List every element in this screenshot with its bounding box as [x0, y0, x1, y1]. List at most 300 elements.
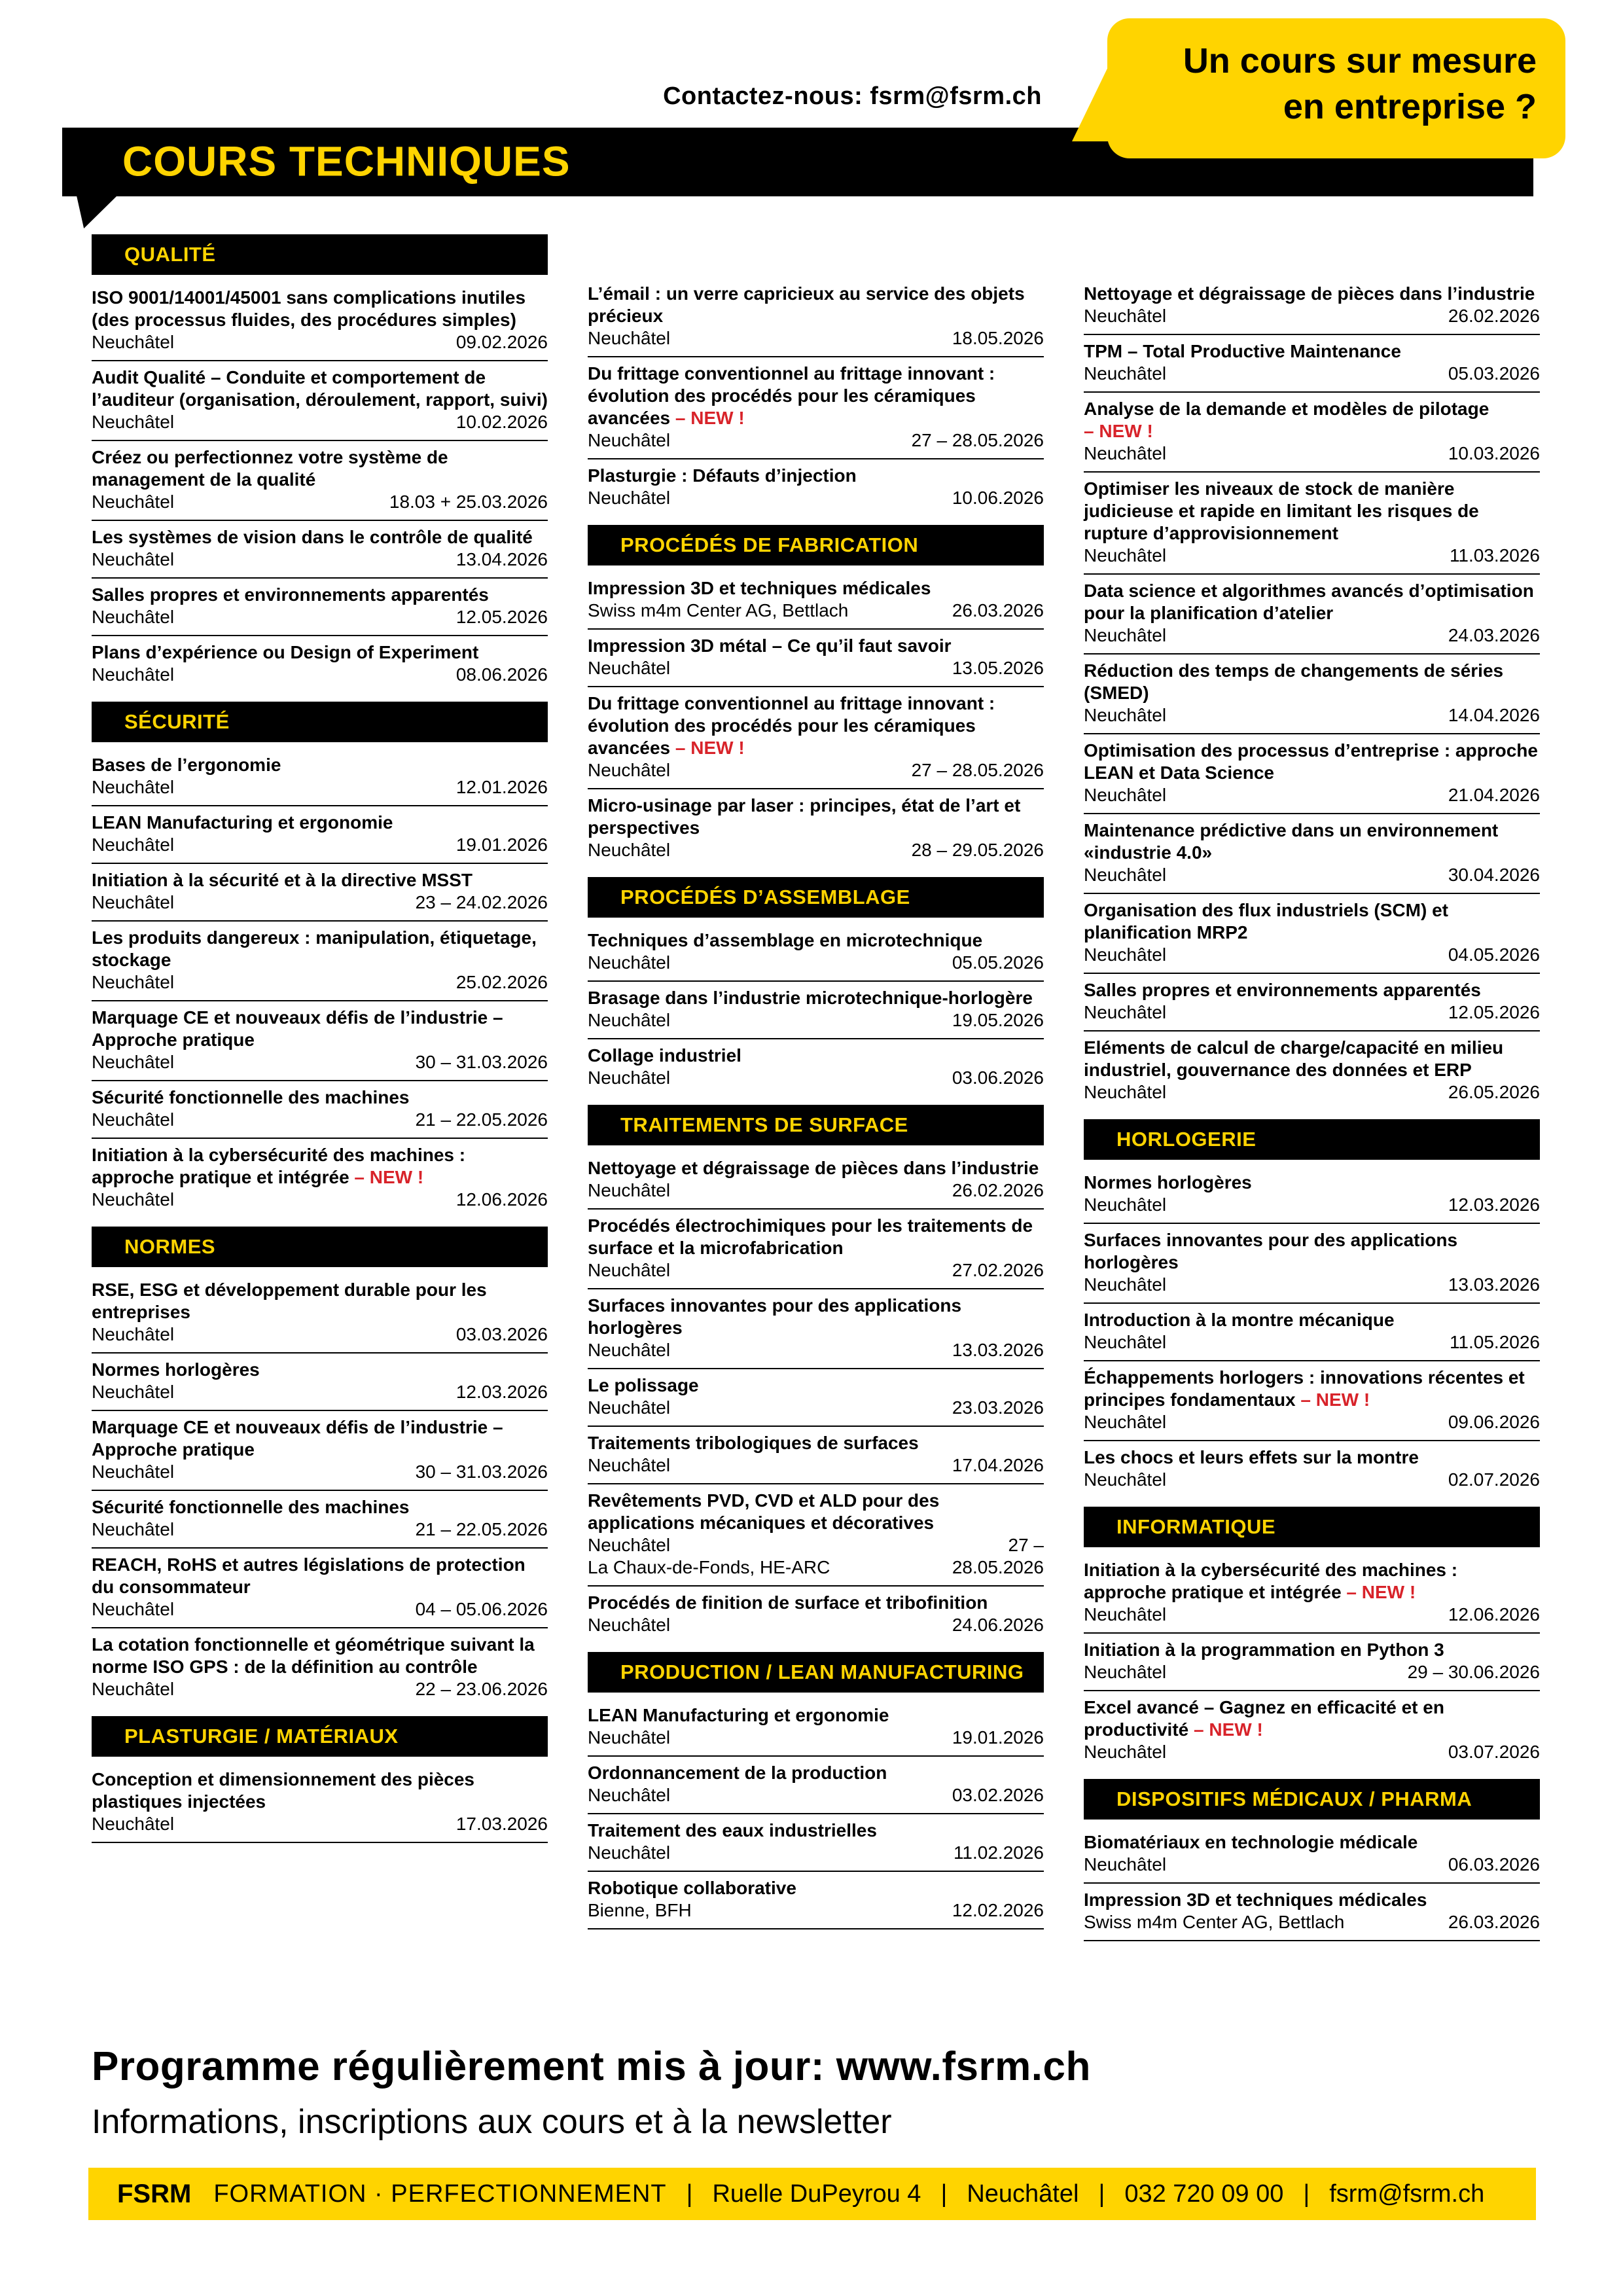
course-meta-row: [1084, 1331, 1540, 1354]
course-location: Neuchâtel: [1084, 1082, 1167, 1102]
course-meta-row: [1084, 784, 1540, 806]
course-date: 12.03.2026: [455, 1382, 548, 1402]
course-location: Neuchâtel: [588, 1340, 671, 1360]
course-title: Plasturgie : Défauts d’injection: [588, 465, 857, 486]
section: [92, 1716, 548, 1842]
course-date: 27.02.2026: [952, 1260, 1044, 1280]
section-header-bar: [1084, 1507, 1540, 1547]
course-date: 05.05.2026: [952, 952, 1044, 973]
course-meta-row: [1084, 1604, 1540, 1626]
course-entry: [92, 1410, 548, 1490]
course-location: Neuchâtel: [1084, 363, 1167, 384]
course-meta-row: [92, 1598, 548, 1621]
course-date: 26.02.2026: [1448, 306, 1540, 326]
course-meta-row: [588, 487, 1044, 509]
course-title: Marquage CE et nouveaux défis de l’industrie – Approche pratique: [92, 1007, 503, 1050]
course-entry: [588, 686, 1044, 788]
course-title: Surfaces innovantes pour des applications horlogères: [588, 1295, 962, 1338]
course-meta-row: [92, 491, 548, 513]
course-entry: [588, 356, 1044, 458]
course-date: 23 – 24.02.2026: [415, 892, 548, 912]
course-title: Les systèmes de vision dans le contrôle de qualité: [92, 527, 533, 547]
course-date: 06.03.2026: [1448, 1854, 1540, 1874]
course-date: 21.04.2026: [1448, 785, 1540, 805]
course-date: 03.02.2026: [952, 1785, 1044, 1805]
course-meta-row: [588, 1179, 1044, 1202]
course-title: REACH, RoHS et autres législations de protection du consommateur: [92, 1554, 526, 1597]
course-location: Neuchâtel: [588, 328, 671, 348]
course-location: Neuchâtel: [1084, 306, 1167, 326]
page-title: COURS TECHNIQUES: [122, 137, 571, 185]
course-date: 29 – 30.06.2026: [1407, 1662, 1540, 1682]
course-meta-row: [92, 1813, 548, 1835]
course-date: 27 – 28.05.2026: [911, 430, 1044, 450]
section: [1084, 1507, 1540, 1770]
course-location: Neuchâtel: [1084, 1194, 1167, 1215]
course-title: ISO 9001/14001/45001 sans complications inutiles (des processus fluides, des procédures simples): [92, 287, 526, 330]
footer-phone: 032 720 09 00: [1124, 2179, 1284, 2208]
course-meta-row: [1084, 545, 1540, 567]
course-entry: [588, 278, 1044, 356]
course-title: Impression 3D et techniques médicales: [588, 578, 931, 598]
course-date: 12.03.2026: [1448, 1194, 1540, 1215]
course-date: 21 – 22.05.2026: [415, 1109, 548, 1130]
course-entry: [588, 1288, 1044, 1368]
course-date: 11.02.2026: [953, 1842, 1044, 1863]
section-header-bar: [588, 877, 1044, 918]
course-meta-row: [1084, 1854, 1540, 1876]
course-entry: [588, 1368, 1044, 1426]
course-meta-row: [588, 1067, 1044, 1089]
course-date: 26.03.2026: [952, 600, 1044, 620]
course-date: 19.01.2026: [455, 834, 548, 855]
course-location: Neuchâtel: [588, 1727, 671, 1748]
section-header-label: PROCÉDÉS D’ASSEMBLAGE: [620, 886, 910, 908]
course-title: Biomatériaux en technologie médicale: [1084, 1832, 1418, 1852]
course-entry: [1084, 1302, 1540, 1360]
bubble-line-1: Un cours sur mesure: [1183, 41, 1537, 81]
footer-bar: [88, 2168, 1536, 2220]
course-title: Initiation à la cybersécurité des machines : approche pratique et intégrée – NEW !: [92, 1145, 466, 1187]
course-meta-row: [588, 1397, 1044, 1419]
course-date: 13.03.2026: [952, 1340, 1044, 1360]
course-date: 30 – 31.03.2026: [415, 1052, 548, 1072]
course-title: Revêtements PVD, CVD et ALD pour des applications mécaniques et décoratives: [588, 1490, 940, 1533]
course-entry: [588, 1208, 1044, 1288]
course-entry: [588, 458, 1044, 516]
course-meta-row: [588, 1784, 1044, 1806]
course-title: Data science et algorithmes avancés d’optimisation pour la planification d’atelier: [1084, 581, 1534, 623]
course-entry: [1084, 471, 1540, 573]
footer-city: Neuchâtel: [967, 2179, 1079, 2208]
course-location: Neuchâtel: [588, 1010, 671, 1030]
course-date: 04 – 05.06.2026: [415, 1599, 548, 1619]
course-date: 02.07.2026: [1448, 1469, 1540, 1490]
course-meta-row: [588, 1339, 1044, 1361]
course-date: 25.02.2026: [455, 972, 548, 992]
course-location: Neuchâtel: [92, 1382, 175, 1402]
course-title: Collage industriel: [588, 1045, 741, 1066]
course-location: Neuchâtel: [92, 332, 175, 352]
course-entry: [92, 863, 548, 920]
course-date: 12.05.2026: [1448, 1002, 1540, 1022]
course-date: 18.05.2026: [952, 328, 1044, 348]
course-location: Neuchâtel: [588, 1842, 671, 1863]
course-date: 18.03 + 25.03.2026: [389, 492, 548, 512]
section-header-label: QUALITÉ: [124, 243, 216, 266]
course-title: Techniques d’assemblage en microtechnique: [588, 930, 983, 950]
footer-separator: |: [686, 2179, 693, 2208]
course-title: La cotation fonctionnelle et géométrique suivant la norme ISO GPS : de la définition au contrôle: [92, 1634, 535, 1677]
section: [92, 1227, 548, 1707]
course-entry: [1084, 893, 1540, 973]
course-location: Neuchâtel: [588, 1615, 671, 1635]
course-date: 10.03.2026: [1448, 443, 1540, 463]
course-title: Les produits dangereux : manipulation, étiquetage, stockage: [92, 927, 537, 970]
banner-speech-tail: [77, 196, 117, 228]
course-entry: [92, 577, 548, 635]
course-meta-row: [92, 1518, 548, 1541]
course-title: Bases de l’ergonomie: [92, 755, 281, 775]
course-location: Neuchâtel: [1084, 1332, 1167, 1352]
course-location: Neuchâtel: [1084, 705, 1167, 725]
course-meta-row: [588, 429, 1044, 452]
columns: [92, 234, 1539, 1941]
course-location: Neuchâtel: [1084, 1274, 1167, 1295]
course-location: Neuchâtel: [1084, 545, 1167, 565]
course-entry: [92, 1490, 548, 1547]
course-location: La Chaux-de-Fonds, HE-ARC: [588, 1557, 830, 1577]
section-header-label: PRODUCTION / LEAN MANUFACTURING: [620, 1660, 1024, 1683]
course-entry: [588, 572, 1044, 628]
course-meta-row: [588, 1614, 1044, 1636]
course-meta-row: [92, 664, 548, 686]
course-title: Initiation à la cybersécurité des machines : approche pratique et intégrée – NEW !: [1084, 1560, 1458, 1602]
column-3: [1084, 234, 1540, 1941]
course-date: 30 – 31.03.2026: [415, 1462, 548, 1482]
footer-info-line: Informations, inscriptions aux cours et à la newsletter: [92, 2103, 892, 2141]
course-entry: [588, 1813, 1044, 1871]
section-header-label: NORMES: [124, 1235, 216, 1258]
course-title: Les chocs et leurs effets sur la montre: [1084, 1447, 1419, 1467]
course-entry: [588, 1585, 1044, 1643]
column-1: [92, 234, 548, 1843]
course-location: Neuchâtel: [1084, 1742, 1167, 1762]
footer-update-line: Programme régulièrement mis à jour: www.fsrm.ch: [92, 2044, 1091, 2089]
course-title: Plans d’expérience ou Design of Experiment: [92, 642, 479, 662]
course-title: Traitement des eaux industrielles: [588, 1820, 877, 1840]
course-meta-row: [588, 1009, 1044, 1031]
course-meta-row: [588, 1556, 1044, 1579]
course-location: Neuchâtel: [92, 972, 175, 992]
section-header-label: SÉCURITÉ: [124, 710, 230, 733]
section-header-bar: [1084, 1119, 1540, 1160]
fsrm-logo: FSRM: [117, 2179, 192, 2208]
course-location: Neuchâtel: [588, 488, 671, 508]
course-title: Excel avancé – Gagnez en efficacité et en productivité – NEW !: [1084, 1697, 1444, 1740]
course-title: LEAN Manufacturing et ergonomie: [588, 1705, 889, 1725]
course-meta-row: [92, 1678, 548, 1700]
course-date: 05.03.2026: [1448, 363, 1540, 384]
course-title: Introduction à la montre mécanique: [1084, 1310, 1395, 1330]
course-entry: [588, 1426, 1044, 1483]
course-location: Neuchâtel: [92, 412, 175, 432]
course-title: Réduction des temps de changements de séries (SMED): [1084, 660, 1504, 703]
course-location: Neuchâtel: [92, 664, 175, 685]
course-date: 10.06.2026: [952, 488, 1044, 508]
course-entry: [1084, 1166, 1540, 1223]
course-title: Procédés électrochimiques pour les traitements de surface et la microfabrication: [588, 1215, 1033, 1258]
course-meta-row: [92, 411, 548, 433]
course-entry: [92, 520, 548, 577]
course-meta-row: [92, 606, 548, 628]
course-location: Neuchâtel: [588, 658, 671, 678]
section: [92, 234, 548, 692]
section: [1084, 1779, 1540, 1940]
column-end-rule: [588, 1928, 1044, 1929]
course-date: 27 –: [1008, 1535, 1044, 1555]
section-header-bar: [1084, 1779, 1540, 1820]
course-entry: [588, 1755, 1044, 1813]
course-date: 19.05.2026: [952, 1010, 1044, 1030]
course-entry: [92, 360, 548, 440]
course-meta-row: [1084, 944, 1540, 966]
course-date: 30.04.2026: [1448, 865, 1540, 885]
new-badge: – NEW !: [675, 738, 745, 758]
course-date: 21 – 22.05.2026: [415, 1519, 548, 1539]
section-header-bar: [588, 1652, 1044, 1693]
course-entry: [92, 1763, 548, 1842]
course-location: Neuchâtel: [588, 952, 671, 973]
course-date: 12.05.2026: [455, 607, 548, 627]
course-date: 13.04.2026: [455, 549, 548, 569]
course-date: 11.05.2026: [1449, 1332, 1540, 1352]
course-title: RSE, ESG et développement durable pour les entreprises: [92, 1280, 487, 1322]
course-location: Neuchâtel: [1084, 785, 1167, 805]
course-meta-row: [588, 839, 1044, 861]
course-location: Neuchâtel: [1084, 944, 1167, 965]
new-badge: – NEW !: [1300, 1390, 1370, 1410]
course-meta-row: [588, 1259, 1044, 1282]
course-meta-row: [92, 891, 548, 914]
course-meta-row: [588, 600, 1044, 622]
course-title: L’émail : un verre capricieux au service des objets précieux: [588, 283, 1025, 326]
course-date: 26.03.2026: [1448, 1912, 1540, 1932]
course-title: Créez ou perfectionnez votre système de management de la qualité: [92, 447, 448, 490]
course-location: Neuchâtel: [1084, 865, 1167, 885]
course-title: Impression 3D et techniques médicales: [1084, 1890, 1427, 1910]
course-entry: [92, 1352, 548, 1410]
course-location: Neuchâtel: [588, 1067, 671, 1088]
bubble-text: [1183, 38, 1537, 130]
course-title: Surfaces innovantes pour des applications horlogères: [1084, 1230, 1458, 1272]
course-title: Le polissage: [588, 1375, 699, 1395]
new-badge: – NEW !: [1194, 1719, 1263, 1740]
course-meta-row: [92, 1109, 548, 1131]
section-header-label: INFORMATIQUE: [1116, 1515, 1276, 1538]
course-entry: [92, 1080, 548, 1138]
course-entry: [92, 1000, 548, 1080]
footer-separator: |: [1098, 2179, 1105, 2208]
course-title: Organisation des flux industriels (SCM) et planification MRP2: [1084, 900, 1448, 942]
course-meta-row: [92, 1461, 548, 1483]
course-entry: [1084, 1360, 1540, 1440]
course-entry: [588, 924, 1044, 980]
course-title: Salles propres et environnements apparentés: [92, 584, 489, 605]
course-title: Normes horlogères: [92, 1359, 260, 1380]
section: [1084, 1119, 1540, 1498]
course-location: Neuchâtel: [1084, 1002, 1167, 1022]
course-meta-row: [1084, 1469, 1540, 1491]
course-location: Bienne, BFH: [588, 1900, 692, 1920]
course-date: 13.05.2026: [952, 658, 1044, 678]
course-title: Marquage CE et nouveaux défis de l’industrie – Approche pratique: [92, 1417, 503, 1460]
course-meta-row: [588, 1842, 1044, 1864]
course-title: TPM – Total Productive Maintenance: [1084, 341, 1401, 361]
course-title: Conception et dimensionnement des pièces plastiques injectées: [92, 1769, 475, 1812]
course-title: Procédés de finition de surface et tribofinition: [588, 1592, 988, 1613]
course-meta-row: [588, 1454, 1044, 1477]
course-title: Traitements tribologiques de surfaces: [588, 1433, 919, 1453]
course-meta-row: [92, 1189, 548, 1211]
course-entry: [588, 1038, 1044, 1096]
course-title: Du frittage conventionnel au frittage innovant : évolution des procédés pour les céramiques avancées – NEW !: [588, 363, 995, 428]
course-entry: [92, 1138, 548, 1217]
section-header-label: DISPOSITIFS MÉDICAUX / PHARMA: [1116, 1787, 1472, 1810]
course-meta-row: [1084, 1274, 1540, 1296]
course-meta-row: [1084, 1001, 1540, 1024]
course-title: Brasage dans l’industrie microtechnique-horlogère: [588, 988, 1033, 1008]
course-entry: [1084, 1554, 1540, 1632]
course-date: 28.05.2026: [952, 1557, 1044, 1577]
course-location: Neuchâtel: [1084, 1469, 1167, 1490]
course-date: 27 – 28.05.2026: [911, 760, 1044, 780]
column-2: [588, 234, 1044, 1929]
course-date: 08.06.2026: [455, 664, 548, 685]
course-location: Neuchâtel: [92, 1519, 175, 1539]
course-entry: [1084, 1690, 1540, 1770]
course-location: Neuchâtel: [1084, 625, 1167, 645]
course-title: LEAN Manufacturing et ergonomie: [92, 812, 393, 833]
column-end-rule: [1084, 1940, 1540, 1941]
course-title: Micro-usinage par laser : principes, état de l’art et perspectives: [588, 795, 1021, 838]
course-entry: [1084, 391, 1540, 471]
course-title: Impression 3D métal – Ce qu’il faut savoir: [588, 636, 952, 656]
course-entry: [588, 1871, 1044, 1928]
course-entry: [1084, 1030, 1540, 1110]
course-location: Neuchâtel: [588, 1260, 671, 1280]
section-header-bar: [588, 525, 1044, 565]
course-location: Neuchâtel: [588, 430, 671, 450]
course-location: Neuchâtel: [92, 492, 175, 512]
course-location: Neuchâtel: [588, 1180, 671, 1200]
footer-separator: |: [1303, 2179, 1310, 2208]
course-location: Swiss m4m Center AG, Bettlach: [1084, 1912, 1345, 1932]
course-meta-row: [588, 1727, 1044, 1749]
course-meta-row: [92, 776, 548, 798]
course-meta-row: [1084, 1911, 1540, 1933]
course-meta-row: [588, 657, 1044, 679]
course-entry: [588, 788, 1044, 868]
course-entry: [1084, 813, 1540, 893]
course-date: 03.03.2026: [455, 1324, 548, 1344]
course-date: 24.06.2026: [952, 1615, 1044, 1635]
footer-separator: |: [940, 2179, 948, 2208]
course-location: Neuchâtel: [92, 1679, 175, 1699]
course-entry: [92, 749, 548, 805]
course-meta-row: [588, 952, 1044, 974]
course-meta-row: [92, 834, 548, 856]
course-meta-row: [1084, 1741, 1540, 1763]
course-location: Neuchâtel: [1084, 1604, 1167, 1624]
course-location: Neuchâtel: [92, 1462, 175, 1482]
course-meta-row: [92, 548, 548, 571]
course-meta-row: [1084, 442, 1540, 465]
course-meta-row: [1084, 1081, 1540, 1103]
course-date: 11.03.2026: [1449, 545, 1540, 565]
course-entry: [92, 440, 548, 520]
course-title: Normes horlogères: [1084, 1172, 1252, 1193]
course-entry: [92, 805, 548, 863]
section-header-bar: [92, 1227, 548, 1267]
section: [1084, 278, 1540, 1110]
course-location: Neuchâtel: [1084, 443, 1167, 463]
course-entry: [92, 1547, 548, 1627]
course-date: 12.06.2026: [1448, 1604, 1540, 1624]
course-date: 28 – 29.05.2026: [911, 840, 1044, 860]
footer-dept: FORMATION · PERFECTIONNEMENT: [213, 2179, 667, 2208]
course-date: 03.07.2026: [1448, 1742, 1540, 1762]
column-end-rule: [92, 1842, 548, 1843]
course-entry: [588, 628, 1044, 686]
section: [92, 702, 548, 1217]
course-title: Initiation à la sécurité et à la directive MSST: [92, 870, 473, 890]
section-header-bar: [92, 234, 548, 275]
course-location: Neuchâtel: [588, 840, 671, 860]
course-title: Nettoyage et dégraissage de pièces dans l’industrie: [1084, 283, 1535, 304]
course-meta-row: [1084, 1661, 1540, 1683]
footer-email: fsrm@fsrm.ch: [1329, 2179, 1485, 2208]
course-entry: [92, 920, 548, 1000]
course-title: Salles propres et environnements apparentés: [1084, 980, 1481, 1000]
course-meta-row: [588, 327, 1044, 350]
course-location: Neuchâtel: [92, 834, 175, 855]
course-entry: [92, 1274, 548, 1352]
course-entry: [1084, 653, 1540, 733]
course-location: Neuchâtel: [1084, 1854, 1167, 1874]
course-meta-row: [1084, 704, 1540, 726]
course-meta-row: [1084, 1411, 1540, 1433]
course-meta-row: [1084, 1194, 1540, 1216]
course-meta-row: [92, 1051, 548, 1073]
course-location: Neuchâtel: [92, 1599, 175, 1619]
course-title: Optimiser les niveaux de stock de manière judicieuse et rapide en limitant les risques de rupture d’approvisionnement: [1084, 478, 1479, 543]
course-entry: [588, 1152, 1044, 1208]
course-entry: [1084, 334, 1540, 391]
new-badge: – NEW !: [354, 1167, 424, 1187]
course-meta-row: [1084, 624, 1540, 647]
course-title: Du frittage conventionnel au frittage innovant : évolution des procédés pour les céramiques avancées – NEW !: [588, 693, 995, 758]
section-header-label: PLASTURGIE / MATÉRIAUX: [124, 1725, 399, 1748]
section-header-bar: [588, 1105, 1044, 1145]
course-date: 12.01.2026: [455, 777, 548, 797]
course-meta-row: [588, 759, 1044, 781]
course-title: Optimisation des processus d’entreprise : approche LEAN et Data Science: [1084, 740, 1538, 783]
section-header-label: TRAITEMENTS DE SURFACE: [620, 1113, 908, 1136]
course-location: Neuchâtel: [92, 1324, 175, 1344]
course-entry: [1084, 973, 1540, 1030]
course-location: Neuchâtel: [588, 1397, 671, 1418]
